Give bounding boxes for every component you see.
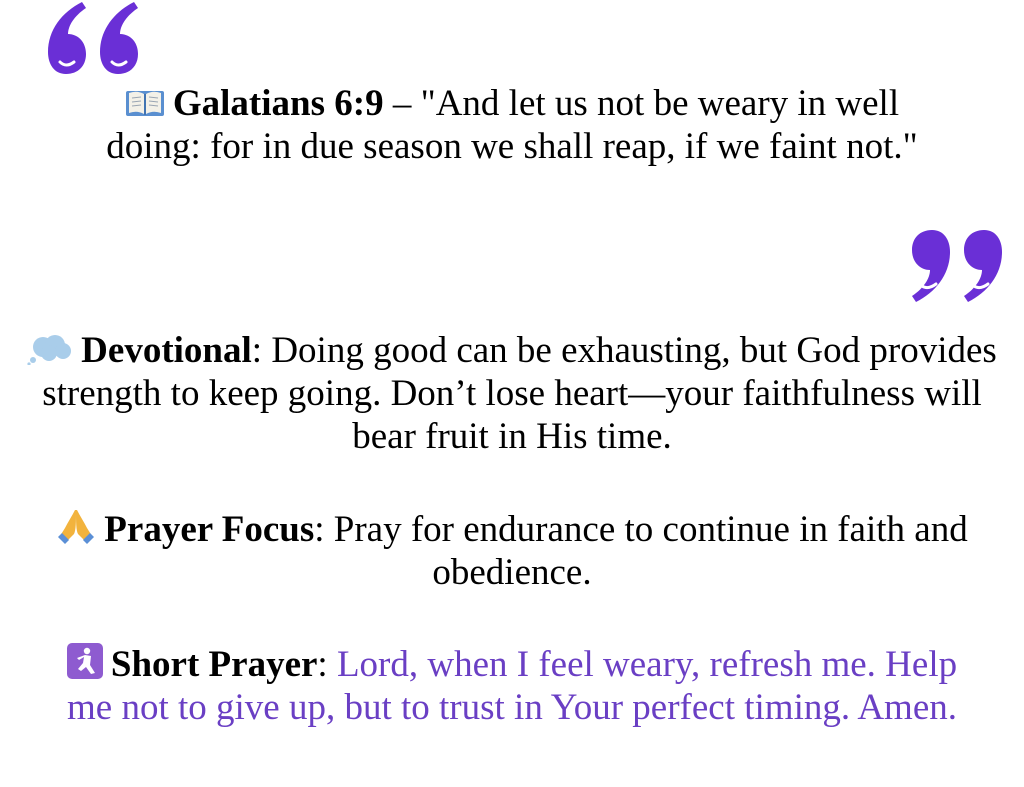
- short-prayer-block: [0, 643, 1024, 729]
- verse-separator: –: [383, 83, 421, 124]
- prayer-focus-block: [0, 508, 1024, 594]
- devotional-colon: :: [251, 330, 272, 371]
- devotional-label: Devotional: [81, 330, 252, 371]
- verse-reference: Galatians 6:9: [172, 83, 384, 124]
- short-prayer-label: Short Prayer: [110, 644, 318, 685]
- short-prayer-colon: :: [317, 644, 337, 685]
- open-quote-icon: [48, 2, 144, 74]
- devotional-block: [0, 329, 1024, 458]
- thought-bubble-icon: [27, 335, 73, 365]
- place-of-worship-icon: [67, 643, 103, 679]
- praying-hands-icon: [56, 508, 96, 544]
- short-prayer-text: Lord, when I feel weary, refresh me. Help me not to give up, but to trust in Your perfect timing. Amen.: [67, 644, 958, 728]
- verse-block: [0, 82, 1024, 168]
- prayer-focus-label: Prayer Focus: [104, 509, 315, 550]
- close-quote-icon: [906, 228, 1002, 302]
- open-book-icon: [125, 88, 165, 118]
- prayer-focus-text: Pray for endurance to continue in faith and obedience.: [333, 509, 968, 593]
- devotional-text: Doing good can be exhausting, but God provides strength to keep going. Don’t lose heart—your faithfulness will bear fruit in His time.: [42, 330, 997, 457]
- prayer-focus-colon: :: [314, 509, 334, 550]
- verse-text: "And let us not be weary in well doing: for in due season we shall reap, if we faint not.": [106, 83, 918, 167]
